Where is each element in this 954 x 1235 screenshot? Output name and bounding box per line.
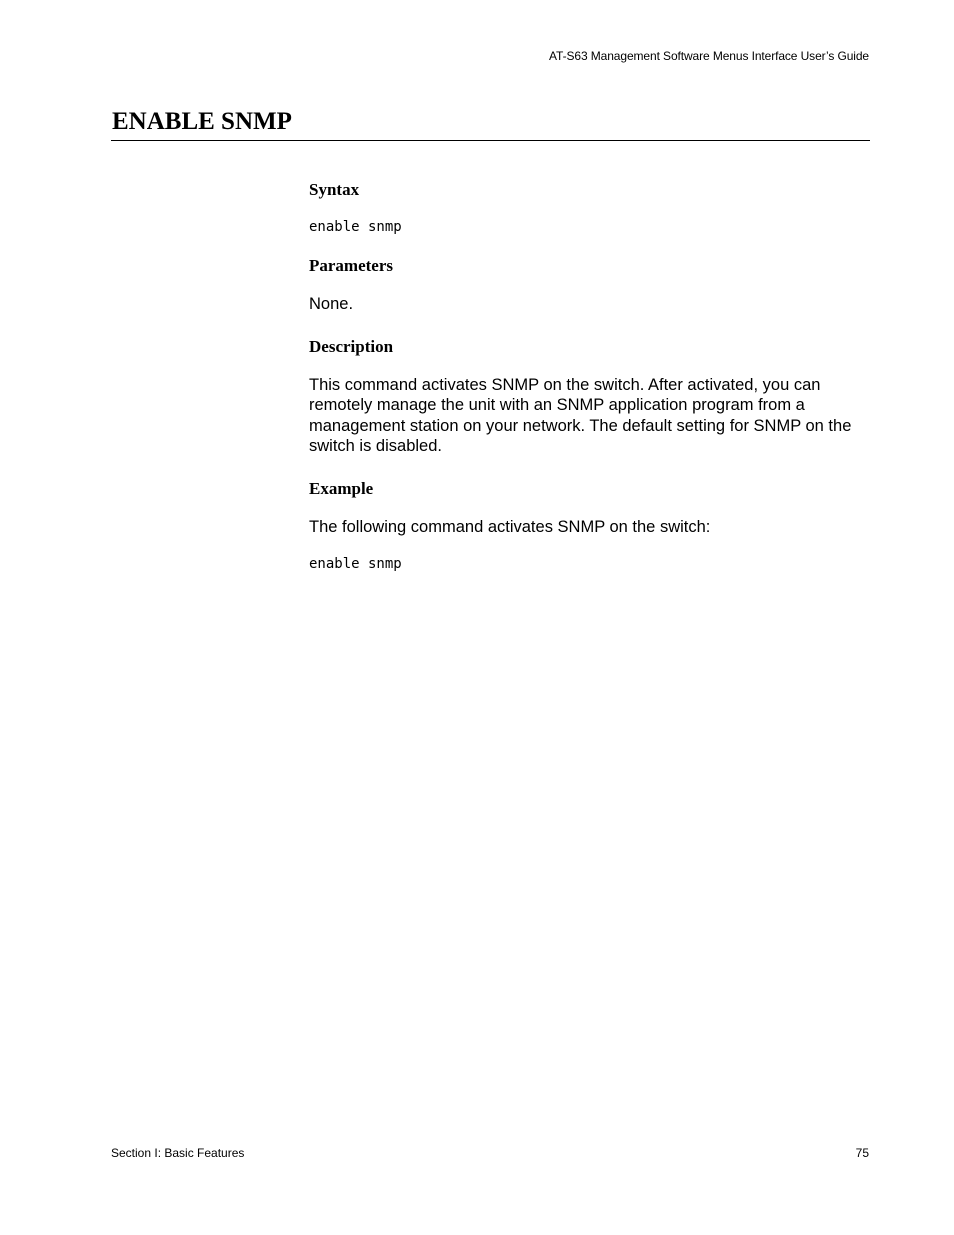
example-code: enable snmp — [309, 556, 402, 572]
description-text: This command activates SNMP on the switch. After activated, you can remotely manage the unit with an SNMP application program from a management station on your network. The default setting for SNMP on the switch is disabled. — [309, 376, 852, 456]
parameters-text: None. — [309, 295, 354, 313]
example-text: The following command activates SNMP on the switch: — [309, 518, 711, 536]
description-heading: Description — [309, 337, 394, 356]
parameters-heading: Parameters — [309, 256, 394, 275]
footer-page-number: 75 — [855, 1146, 869, 1160]
page-title: ENABLE SNMP — [112, 108, 292, 135]
running-header: AT-S63 Management Software Menus Interface User’s Guide — [549, 49, 869, 63]
title-rule — [111, 140, 870, 141]
syntax-code: enable snmp — [309, 219, 402, 235]
footer-section-label: Section I: Basic Features — [111, 1146, 245, 1160]
syntax-heading: Syntax — [309, 180, 360, 199]
example-heading: Example — [309, 479, 374, 498]
